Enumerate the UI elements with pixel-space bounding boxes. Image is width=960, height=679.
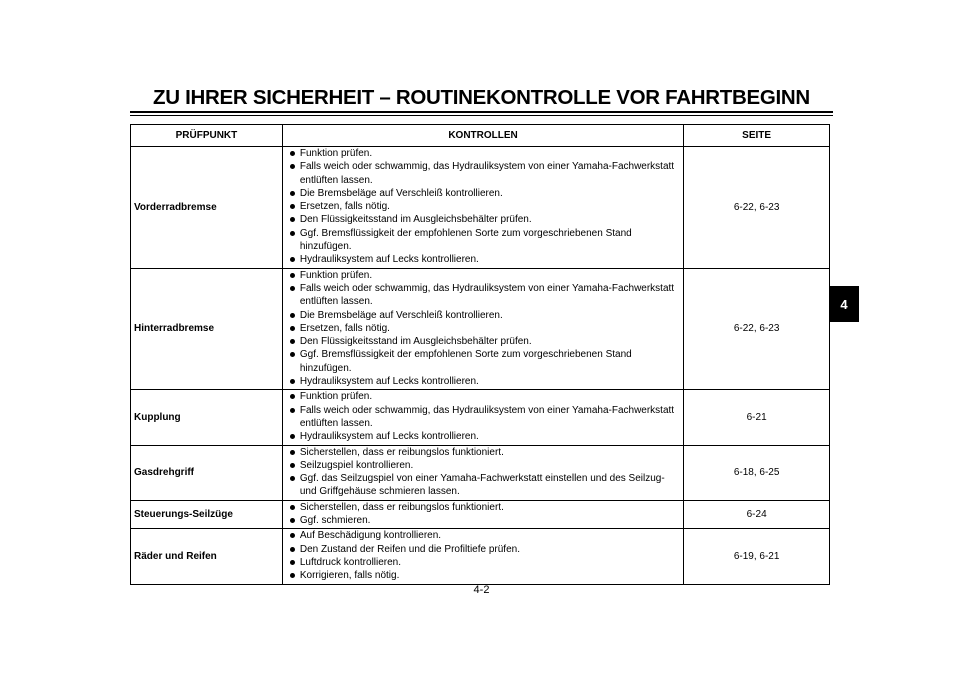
check-list-cell <box>282 268 683 390</box>
page-reference: 6-18, 6-25 <box>684 445 830 500</box>
title-rule-thin <box>130 115 833 116</box>
table-row <box>131 390 830 445</box>
check-item: Die Bremsbeläge auf Verschleiß kontrollieren. <box>287 187 679 200</box>
table-row <box>131 445 830 500</box>
check-item: Hydrauliksystem auf Lecks kontrollieren. <box>287 375 679 388</box>
check-point-name: Hinterradbremse <box>131 268 283 390</box>
check-list-cell <box>282 445 683 500</box>
check-point-name: Kupplung <box>131 390 283 445</box>
check-item: Die Bremsbeläge auf Verschleiß kontrollieren. <box>287 309 679 322</box>
page-title: ZU IHRER SICHERHEIT – ROUTINEKONTROLLE VOR FAHRTBEGINN <box>153 86 810 109</box>
check-item: Auf Beschädigung kontrollieren. <box>287 529 679 542</box>
check-item: Den Zustand der Reifen und die Profiltiefe prüfen. <box>287 543 679 556</box>
routine-check-table <box>130 124 830 585</box>
check-list <box>287 390 679 443</box>
check-item: Seilzugspiel kontrollieren. <box>287 459 679 472</box>
table-row <box>131 147 830 269</box>
check-list-cell <box>282 147 683 269</box>
header-page: SEITE <box>684 125 830 147</box>
check-list-cell <box>282 390 683 445</box>
check-item: Ggf. Bremsflüssigkeit der empfohlenen Sorte zum vorgeschriebenen Stand hinzufügen. <box>287 227 679 254</box>
page-reference: 6-24 <box>684 500 830 529</box>
check-list <box>287 529 679 582</box>
check-point-name: Steuerungs-Seilzüge <box>131 500 283 529</box>
chapter-tab: 4 <box>829 286 859 322</box>
check-item: Korrigieren, falls nötig. <box>287 569 679 582</box>
table-row <box>131 268 830 390</box>
page-reference: 6-22, 6-23 <box>684 268 830 390</box>
check-item: Ggf. das Seilzugspiel von einer Yamaha-Fachwerkstatt einstellen und des Seilzug- und Griffgehäuse schmieren lassen. <box>287 472 679 499</box>
page-reference: 6-19, 6-21 <box>684 529 830 584</box>
page-number: 4-2 <box>473 584 490 596</box>
check-item: Den Flüssigkeitsstand im Ausgleichsbehälter prüfen. <box>287 335 679 348</box>
check-item: Ersetzen, falls nötig. <box>287 322 679 335</box>
check-point-name: Räder und Reifen <box>131 529 283 584</box>
check-item: Hydrauliksystem auf Lecks kontrollieren. <box>287 430 679 443</box>
check-item: Hydrauliksystem auf Lecks kontrollieren. <box>287 253 679 266</box>
check-item: Funktion prüfen. <box>287 269 679 282</box>
check-item: Ggf. schmieren. <box>287 514 679 527</box>
check-list <box>287 269 679 389</box>
check-item: Ersetzen, falls nötig. <box>287 200 679 213</box>
table-header-row <box>131 125 830 147</box>
check-list <box>287 446 679 499</box>
table-row <box>131 500 830 529</box>
check-point-name: Vorderradbremse <box>131 147 283 269</box>
check-item: Falls weich oder schwammig, das Hydrauliksystem von einer Yamaha-Fachwerkstatt entlüften lassen. <box>287 160 679 187</box>
check-list-cell <box>282 529 683 584</box>
page-reference: 6-21 <box>684 390 830 445</box>
check-item: Den Flüssigkeitsstand im Ausgleichsbehälter prüfen. <box>287 213 679 226</box>
check-item: Funktion prüfen. <box>287 147 679 160</box>
check-point-name: Gasdrehgriff <box>131 445 283 500</box>
page-reference: 6-22, 6-23 <box>684 147 830 269</box>
check-item: Falls weich oder schwammig, das Hydrauliksystem von einer Yamaha-Fachwerkstatt entlüften lassen. <box>287 404 679 431</box>
check-list <box>287 501 679 528</box>
check-item: Falls weich oder schwammig, das Hydrauliksystem von einer Yamaha-Fachwerkstatt entlüften lassen. <box>287 282 679 309</box>
check-item: Sicherstellen, dass er reibungslos funktioniert. <box>287 501 679 514</box>
header-checks: KONTROLLEN <box>282 125 683 147</box>
header-check-point: PRÜFPUNKT <box>131 125 283 147</box>
check-list <box>287 147 679 267</box>
check-item: Funktion prüfen. <box>287 390 679 403</box>
check-item: Ggf. Bremsflüssigkeit der empfohlenen Sorte zum vorgeschriebenen Stand hinzufügen. <box>287 348 679 375</box>
check-item: Sicherstellen, dass er reibungslos funktioniert. <box>287 446 679 459</box>
table-row <box>131 529 830 584</box>
check-item: Luftdruck kontrollieren. <box>287 556 679 569</box>
title-rule <box>130 111 833 113</box>
check-list-cell <box>282 500 683 529</box>
